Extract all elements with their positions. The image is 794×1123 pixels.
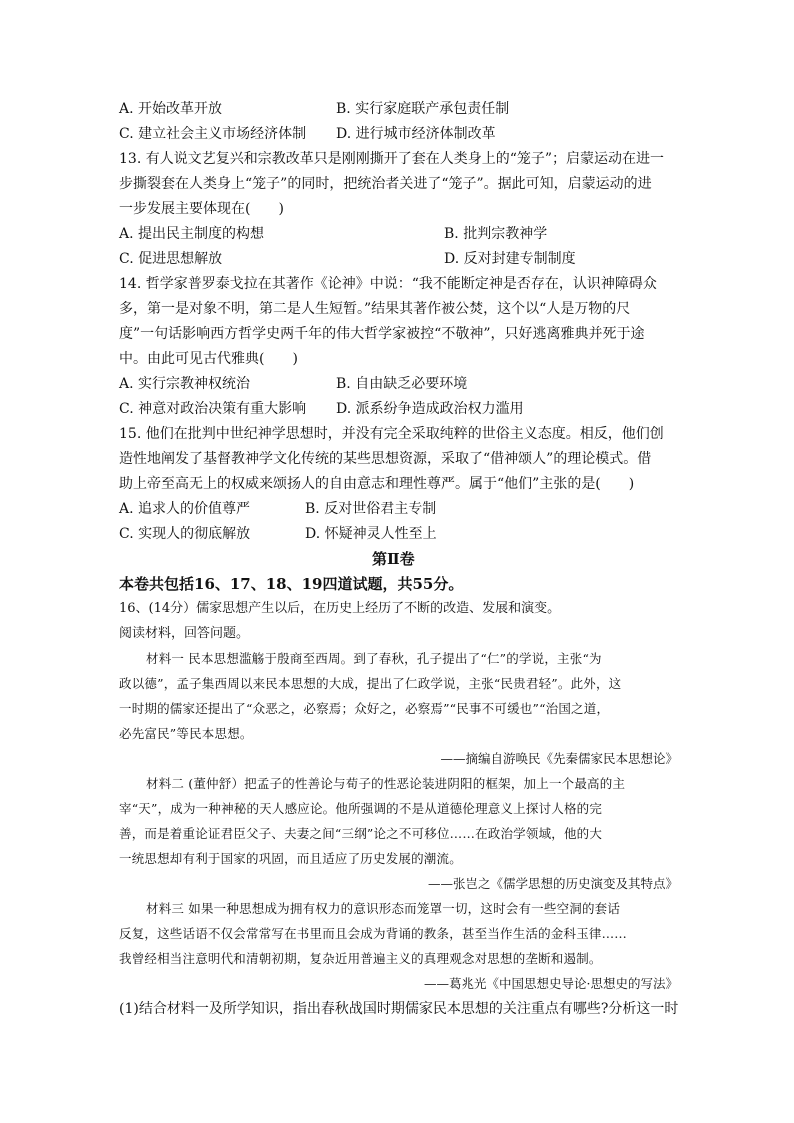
q14-option-c: C. 神意对政治决策有重大影响 [119,401,307,417]
material3-line1: 材料三 如果一种思想成为拥有权力的意识形态而笼罩一切，这时会有一些空洞的套话 [146,901,621,916]
q15-option-b: B. 反对世俗君主专制 [305,501,437,517]
material2-line4: 一统思想却有利于国家的巩固，而且适应了历史发展的潮流。 [119,851,462,866]
material1-line1: 材料一 民本思想滥觞于殷商至西周。到了春秋，孔子提出了“仁”的学说，主张“为 [146,651,602,666]
q13-option-c: C. 促进思想解放 [119,251,223,267]
q14-option-d: D. 派系纷争造成政治权力滥用 [336,401,524,417]
material1-source: ——摘编自游唤民《先秦儒家民本思想论》 [440,751,678,766]
q13-option-b: B. 批判宗教神学 [444,226,548,242]
q13-stem-line1: 13. 有人说文艺复兴和宗教改革只是刚刚撕开了套在人类身上的“笼子”；启蒙运动在进一 [119,151,665,167]
section-title: 第Ⅱ卷 [372,550,415,568]
material1-line4: 必先富民”等民本思想。 [119,726,253,741]
q15-stem-line3: 助上帝至高无上的权威来颂扬人的自由意志和理性尊严。属于“他们”主张的是( ) [119,476,635,492]
q13-option-d: D. 反对封建专制制度 [444,251,576,267]
q13-stem-line3: 一步发展主要体现在( ) [119,201,284,217]
q12-option-d: D. 进行城市经济体制改革 [336,126,496,142]
q15-option-a: A. 追求人的价值尊严 [119,501,251,517]
q12-option-c: C. 建立社会主义市场经济体制 [119,126,307,142]
q14-option-b: B. 自由缺乏必要环境 [336,376,468,392]
q15-stem-line1: 15. 他们在批判中世纪神学思想时，并没有完全采取纯粹的世俗主义态度。相反，他们创 [119,426,664,442]
material1-line2: 政以德”，孟子集西周以来民本思想的大成，提出了仁政学说，主张“民贵君轻”。此外，这 [119,676,622,691]
q16-instruction: 阅读材料，回答问题。 [119,626,250,641]
q14-stem-line4: 中。由此可见古代雅典( ) [119,351,298,367]
q13-stem-line2: 步撕裂套在人类身上“笼子”的同时，把统治者关进了“笼子”。据此可知，启蒙运动的进 [119,176,652,192]
material2-line3: 善，而是着重论证君臣父子、夫妻之间“三纲”论之不可移位……在政治学领域，他的大 [119,826,603,841]
material3-line3: 我曾经相当注意明代和清朝初期，复杂近用普遍主义的真理观念对思想的垄断和遏制。 [119,951,602,966]
q14-stem-line2: 多，第一是对象不明，第二是人生短暂。”结果其著作被公焚，这个以“人是万物的尺 [119,301,631,317]
q16-stem: 16、(14分）儒家思想产生以后，在历史上经历了不断的改造、发展和演变。 [119,601,561,616]
q16-subquestion-1: (1)结合材料一及所学知识，指出春秋战国时期儒家民本思想的关注重点有哪些?分析这一时 [119,1001,679,1017]
q12-option-b: B. 实行家庭联产承包责任制 [336,101,510,117]
material3-source: ——葛兆光《中国思想史导论·思想史的写法》 [424,976,678,991]
q14-option-a: A. 实行宗教神权统治 [119,376,251,392]
q15-stem-line2: 造性地阐发了基督教神学文化传统的某些思想资源，采取了“借神颂人”的理论模式。借 [119,451,652,467]
q14-stem-line1: 14. 哲学家普罗泰戈拉在其著作《论神》中说：“我不能断定神是否存在，认识神障碍众 [119,276,657,292]
material2-source: ——张岂之《儒学思想的历史演变及其特点》 [427,876,678,891]
q13-option-a: A. 提出民主制度的构想 [119,226,265,242]
q12-option-a: A. 开始改革开放 [119,101,223,117]
q15-option-d: D. 怀疑神灵人性至上 [305,526,437,542]
material2-line2: 宰“天”，成为一种神秘的天人感应论。他所强调的不是从道德伦理意义上探讨人格的完 [119,801,603,816]
material3-line2: 反复，这些话语不仅会常常写在书里而且会成为背诵的教条，甚至当作生活的金科玉律…… [119,926,628,941]
material2-line1: 材料二 (董仲舒）把孟子的性善论与荀子的性恶论装进阴阳的框架，加上一个最高的主 [146,776,626,791]
material1-line3: 一时期的儒家还提出了“众恶之，必察焉；众好之，必察焉”“民事不可缓也”“治国之道， [119,701,610,716]
q15-option-c: C. 实现人的彻底解放 [119,526,251,542]
q14-stem-line3: 度”一句话影响西方哲学史两千年的伟大哲学家被控“不敬神”，只好逃离雅典并死于途 [119,326,645,342]
section-intro: 本卷共包括16、17、18、19四道试题，共55分。 [119,575,464,593]
